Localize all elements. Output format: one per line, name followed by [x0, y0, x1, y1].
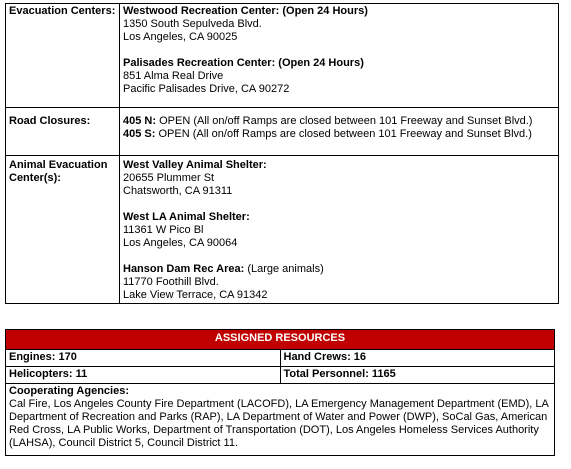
evacuation-center-entry — [123, 5, 555, 44]
shelter-address-line2: Lake View Terrace, CA 91342 — [123, 289, 268, 301]
center-hours: (Open 24 Hours) — [278, 57, 364, 69]
shelter-address-line1: 20655 Plummer St — [123, 172, 215, 184]
shelter-name: West Valley Animal Shelter: — [123, 159, 267, 171]
shelter-address-line2: Chatsworth, CA 91311 — [123, 185, 233, 197]
road-name: 405 N: — [123, 115, 157, 127]
cooperating-agencies-cell — [6, 384, 555, 456]
road-closures-cell — [120, 108, 559, 156]
center-name: Westwood Recreation Center: — [123, 5, 280, 17]
animal-evacuation-label-line1: Animal Evacuation — [9, 159, 108, 171]
animal-evacuation-cell — [120, 156, 559, 304]
incident-info-table — [5, 3, 559, 304]
animal-evacuation-label-line2: Center(s): — [9, 172, 61, 184]
center-address-line2: Los Angeles, CA 90025 — [123, 31, 238, 43]
helicopters-count: Helicopters: 11 — [6, 367, 281, 384]
road-closure-item — [123, 115, 555, 128]
shelter-address-line1: 11361 W Pico Bl — [123, 224, 204, 236]
assigned-resources-header: ASSIGNED RESOURCES — [6, 330, 555, 350]
center-name: Palisades Recreation Center: — [123, 57, 276, 69]
evacuation-center-entry — [123, 57, 555, 96]
center-hours: (Open 24 Hours) — [282, 5, 368, 17]
road-name: 405 S: — [123, 128, 156, 140]
shelter-address-line2: Los Angeles, CA 90064 — [123, 237, 238, 249]
road-closures-row — [6, 108, 559, 156]
road-closures-label: Road Closures: — [6, 108, 120, 156]
animal-evacuation-label — [6, 156, 120, 304]
evacuation-centers-row — [6, 4, 559, 108]
road-status: OPEN (All on/off Ramps are closed between 101 Freeway and Sunset Blvd.) — [158, 128, 532, 140]
evacuation-centers-cell — [120, 4, 559, 108]
center-address-line2: Pacific Palisades Drive, CA 90272 — [123, 83, 290, 95]
shelter-name: Hanson Dam Rec Area: — [123, 263, 245, 275]
animal-shelter-entry — [123, 211, 555, 250]
cooperating-agencies-title: Cooperating Agencies: — [9, 385, 129, 397]
road-status: OPEN (All on/off Ramps are closed between 101 Freeway and Sunset Blvd.) — [159, 115, 533, 127]
shelter-note: (Large animals) — [247, 263, 324, 275]
animal-evacuation-row — [6, 156, 559, 304]
center-address-line1: 851 Alma Real Drive — [123, 70, 224, 82]
hand-crews-count: Hand Crews: 16 — [280, 350, 555, 367]
animal-shelter-entry — [123, 263, 555, 302]
shelter-address-line1: 11770 Foothill Blvd. — [123, 276, 219, 288]
animal-shelter-entry — [123, 159, 555, 198]
shelter-name: West LA Animal Shelter: — [123, 211, 250, 223]
center-address-line1: 1350 South Sepulveda Blvd. — [123, 18, 262, 30]
total-personnel-count: Total Personnel: 1165 — [280, 367, 555, 384]
evacuation-centers-label: Evacuation Centers: — [6, 4, 120, 108]
cooperating-agencies-text: Cal Fire, Los Angeles County Fire Department (LACOFD), LA Emergency Management Department (EMD), LA Department of Recreation and Parks (RAP), LA Department of Water and Power (DWP), SoCal Gas, American Red Cross, LA Public Works, Department of Transportation (DOT), Los Angeles Homeless Services Authority (LAHSA), Council District 5, Council District 11. — [9, 398, 549, 449]
road-closure-item — [123, 128, 555, 141]
engines-count: Engines: 170 — [6, 350, 281, 367]
assigned-resources-table — [5, 329, 555, 456]
